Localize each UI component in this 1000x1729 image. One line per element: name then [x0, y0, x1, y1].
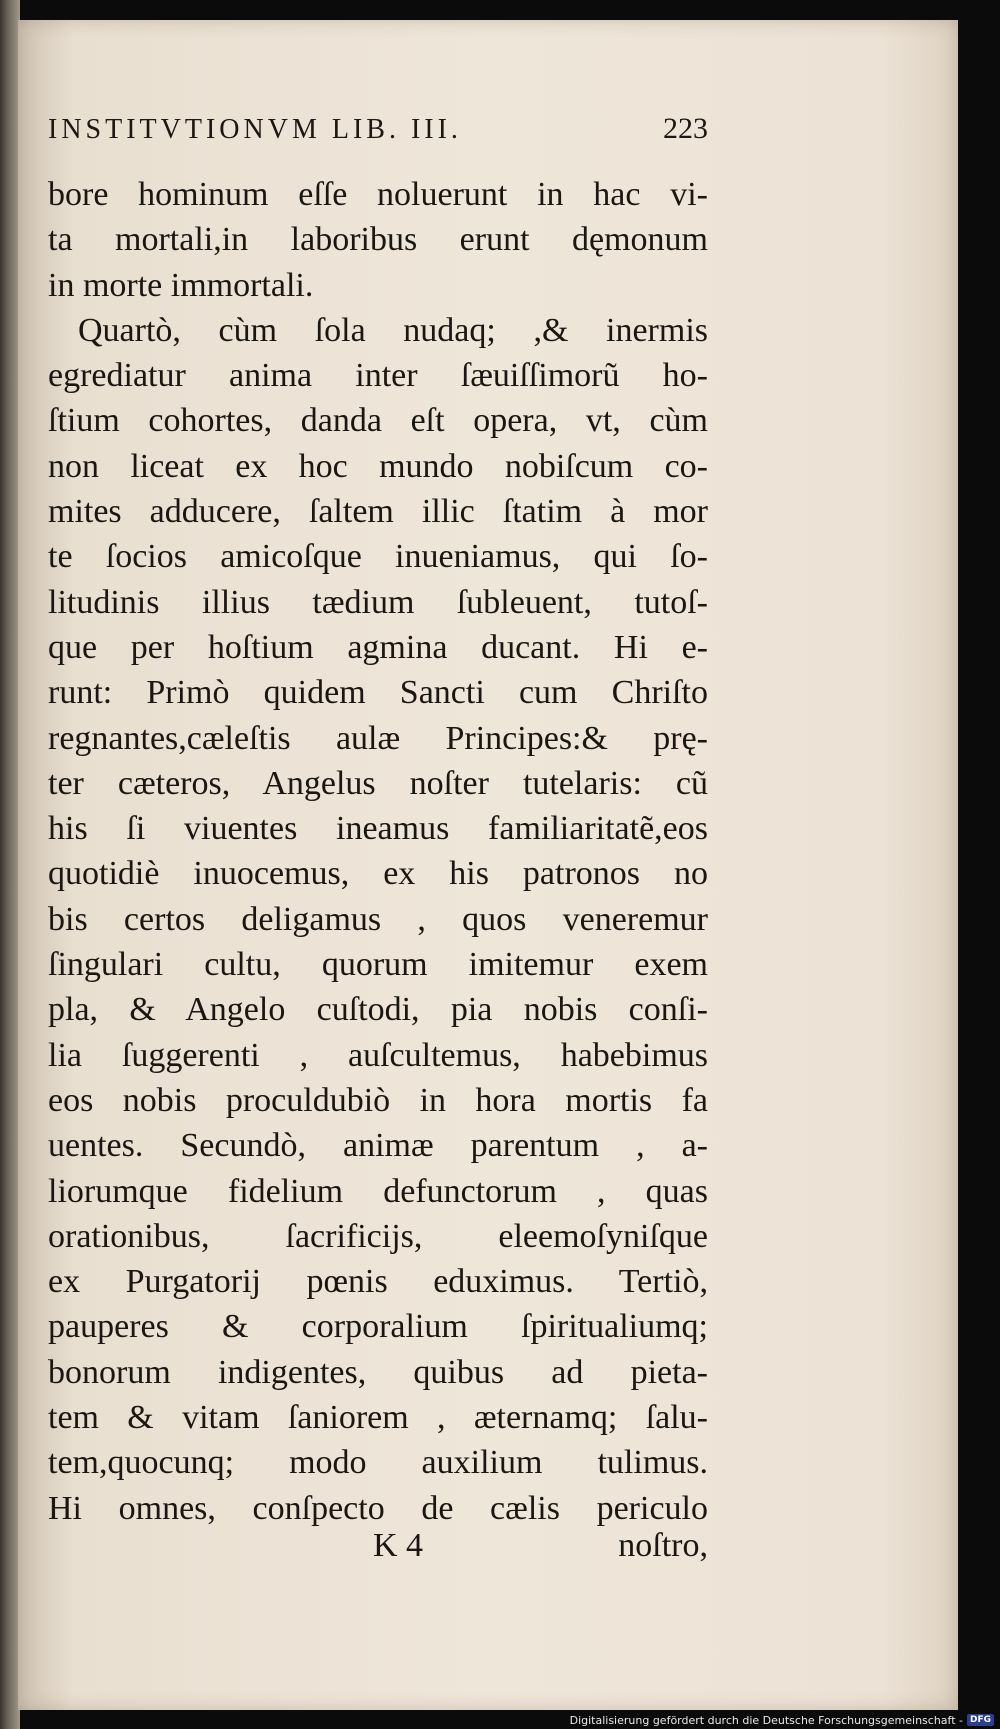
text-line: egrediatur anima inter ſæuiſſimorũ ho-: [48, 357, 708, 395]
text-line: mites adducere, ſaltem illic ſtatim à mor: [48, 493, 708, 531]
text-line: que per hoſtium agmina ducant. Hi e-: [48, 628, 708, 666]
running-title: INSTITVTIONVM LIB. III.: [48, 114, 462, 145]
page-edge-shadow: [0, 0, 20, 1729]
text-line: uentes. Secundò, animæ parentum , a-: [48, 1127, 708, 1165]
text-line: ſtium cohortes, danda eſt opera, vt, cùm: [48, 402, 708, 440]
text-line: runt: Primò quidem Sancti cum Chriſto: [48, 674, 708, 712]
credit-text: Digitalisierung gefördert durch die Deutsche Forschungsgemeinschaft -: [569, 1713, 963, 1727]
signature-mark: K 4: [373, 1527, 424, 1564]
text-line: orationibus, ſacrificijs, eleemoſyniſque: [48, 1217, 708, 1255]
text-line: ex Purgatorij pœnis eduximus. Tertiò,: [48, 1263, 708, 1301]
main-text-block: [48, 172, 708, 1531]
text-line: regnantes,cæleſtis aulæ Principes:& prę-: [48, 719, 708, 757]
text-line: ta mortali,in laboribus erunt dęmonum: [48, 221, 708, 259]
text-line: Quartò, cùm ſola nudaq; ,& inermis: [78, 311, 708, 349]
page-footer: [48, 1527, 708, 1575]
text-line: in morte immortali.: [48, 266, 314, 304]
text-line: lia ſuggerenti , auſcultemus, habebimus: [48, 1036, 708, 1074]
text-line: quotidiè inuocemus, ex his patronos no: [48, 855, 708, 893]
text-line: pla, & Angelo cuſtodi, pia nobis conſi-: [48, 991, 708, 1029]
page-number: 223: [663, 112, 708, 145]
text-line: ter cæteros, Angelus noſter tutelaris: cũ: [48, 764, 708, 802]
text-line: litudinis illius tædium ſubleuent, tutoſ-: [48, 583, 708, 621]
text-line: Hi omnes, conſpecto de cælis periculo: [48, 1489, 708, 1527]
text-line: te ſocios amicoſque inueniamus, qui ſo-: [48, 538, 708, 576]
text-line: bore hominum eſſe noluerunt in hac vi-: [48, 176, 708, 213]
digitization-credit: [570, 1711, 994, 1729]
text-line: bonorum indigentes, quibus ad pieta-: [48, 1353, 708, 1391]
text-line: non liceat ex hoc mundo nobiſcum co-: [48, 447, 708, 485]
text-line: eos nobis proculdubiò in hora mortis fa: [48, 1081, 708, 1119]
text-line: tem,quocunq; modo auxilium tulimus.: [48, 1444, 708, 1482]
dfg-logo: DFG: [967, 1714, 994, 1726]
text-line: pauperes & corporalium ſpiritualiumq;: [48, 1308, 708, 1346]
text-line: tem & vitam ſaniorem , æternamq; ſalu-: [48, 1399, 708, 1437]
page-header: [48, 112, 708, 162]
text-line: bis certos deligamus , quos veneremur: [48, 900, 708, 938]
catchword: noſtro,: [618, 1527, 708, 1564]
text-line: ſingulari cultu, quorum imitemur exem: [48, 946, 708, 984]
text-line: liorumque fidelium defunctorum , quas: [48, 1172, 708, 1210]
text-line: his ſi viuentes ineamus familiaritatẽ,eos: [48, 810, 708, 848]
dark-margin: [958, 20, 1000, 1710]
